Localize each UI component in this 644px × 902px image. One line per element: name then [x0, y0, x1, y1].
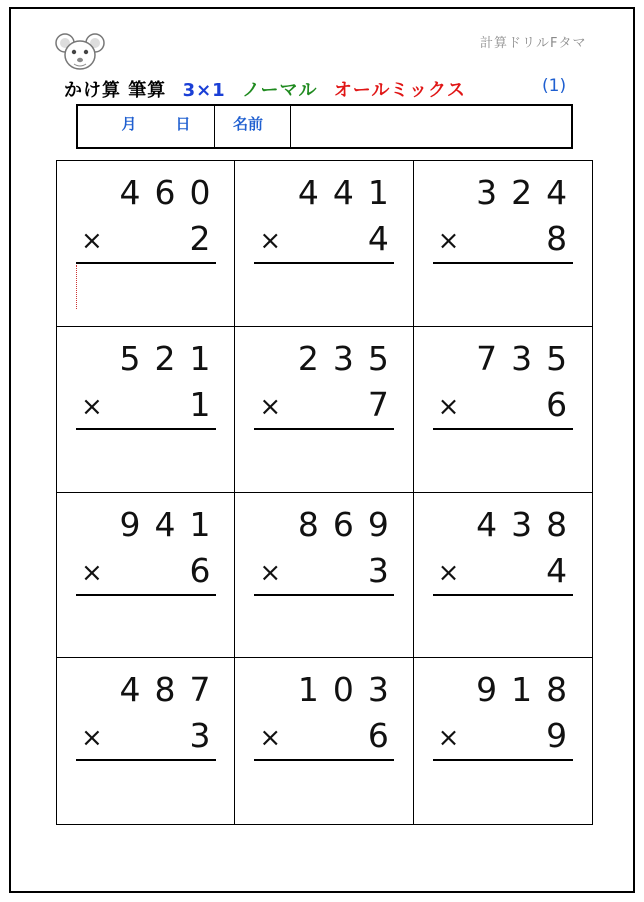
- problem-cell[interactable]: [414, 161, 592, 327]
- multiplicand-digit: 9: [119, 504, 141, 544]
- multiplicand-digit: 1: [511, 670, 533, 710]
- multiplier-digit: 2: [189, 219, 211, 258]
- multiplicand-digit: 2: [154, 338, 176, 378]
- multiply-sign: ×: [259, 391, 282, 422]
- answer-line: [76, 594, 216, 596]
- answer-line: [254, 262, 394, 264]
- answer-line: [433, 594, 573, 596]
- multiplicand: [235, 670, 412, 710]
- answer-line: [76, 428, 216, 430]
- multiplicand-digit: 7: [476, 338, 498, 378]
- multiplicand: [235, 173, 412, 213]
- multiplicand: [57, 173, 234, 213]
- multiplicand-digit: 4: [476, 504, 498, 544]
- multiplicand: [57, 505, 234, 545]
- multiply-sign: ×: [81, 557, 103, 588]
- multiplicand-digit: 6: [332, 504, 354, 544]
- multiplicand: [414, 339, 592, 379]
- multiplicand-digit: 5: [119, 338, 141, 378]
- problem-cell[interactable]: [235, 493, 413, 659]
- title-part-operation: かけ算 筆算: [64, 80, 167, 101]
- multiplicand-digit: 4: [154, 504, 176, 544]
- multiplicand-digit: 4: [297, 173, 319, 212]
- answer-line: [433, 428, 573, 430]
- multiplicand-digit: 3: [511, 504, 533, 544]
- multiplicand-digit: 5: [546, 338, 568, 378]
- multiply-sign: ×: [81, 226, 103, 256]
- multiplicand: [235, 505, 412, 545]
- multiplier-digit: 6: [189, 550, 211, 590]
- multiplier-digit: 3: [367, 550, 389, 590]
- multiplicand-digit: 3: [332, 338, 354, 378]
- name-field[interactable]: [291, 106, 571, 147]
- multiplicand: [57, 670, 234, 710]
- multiplicand-digit: 0: [332, 670, 354, 710]
- multiply-sign: ×: [259, 557, 282, 588]
- multiply-sign: ×: [259, 226, 282, 256]
- problem-cell[interactable]: [414, 658, 592, 824]
- problem-cell[interactable]: [57, 493, 235, 659]
- multiplicand-digit: 3: [511, 338, 533, 378]
- multiplicand-digit: 1: [297, 670, 319, 710]
- multiplier-digit: 4: [367, 219, 389, 258]
- multiplicand-digit: 4: [119, 670, 141, 710]
- multiplicand-digit: 4: [546, 173, 568, 212]
- problem-cell[interactable]: [235, 161, 413, 327]
- answer-line: [433, 759, 573, 761]
- answer-line: [254, 759, 394, 761]
- worksheet-title: [64, 76, 475, 102]
- multiplier-digit: 9: [546, 716, 568, 756]
- multiplicand-digit: 2: [511, 173, 533, 212]
- multiplicand-digit: 3: [476, 173, 498, 212]
- multiplicand-digit: 6: [154, 173, 176, 212]
- brand-label: 計算ドリルFタマ: [480, 36, 587, 51]
- problem-cell[interactable]: [235, 327, 413, 493]
- title-part-mix: オールミックス: [333, 80, 466, 101]
- name-date-table: [76, 104, 573, 149]
- problem-cell[interactable]: [57, 658, 235, 824]
- multiplicand: [414, 173, 592, 213]
- multiplier-digit: 7: [367, 384, 389, 424]
- mouse-logo-icon: [54, 30, 106, 72]
- title-part-level: ノーマル: [241, 80, 318, 101]
- multiply-sign: ×: [81, 723, 103, 754]
- day-label: 日: [175, 115, 191, 133]
- multiplier-digit: 6: [546, 384, 568, 424]
- multiplicand-digit: 7: [189, 670, 211, 710]
- multiplicand-digit: 5: [367, 338, 389, 378]
- multiplicand-digit: 0: [189, 173, 211, 212]
- multiply-sign: ×: [437, 391, 460, 422]
- multiplicand-digit: 4: [332, 173, 354, 212]
- multiplier-digit: 6: [367, 716, 389, 756]
- answer-line: [254, 594, 394, 596]
- sheet-number: (1): [542, 76, 567, 96]
- multiplicand-digit: 1: [189, 504, 211, 544]
- answer-line: [433, 262, 573, 264]
- worksheet-page: [9, 7, 635, 893]
- answer-line: [76, 759, 216, 761]
- multiplicand-digit: 2: [297, 338, 319, 378]
- problem-grid: [56, 160, 593, 825]
- multiplicand: [414, 670, 592, 710]
- multiplicand: [57, 339, 234, 379]
- multiplier-digit: 3: [189, 716, 211, 756]
- multiplicand-digit: 8: [297, 504, 319, 544]
- multiplicand: [414, 505, 592, 545]
- multiply-sign: ×: [437, 557, 460, 588]
- multiplicand-digit: 8: [546, 504, 568, 544]
- multiplicand-digit: 8: [546, 670, 568, 710]
- multiplicand-digit: 3: [367, 670, 389, 710]
- multiplicand-digit: 9: [367, 504, 389, 544]
- problem-cell[interactable]: [57, 161, 235, 327]
- answer-line: [76, 262, 216, 264]
- multiplier-digit: 4: [546, 550, 568, 590]
- multiplicand-digit: 8: [154, 670, 176, 710]
- problem-cell[interactable]: [57, 327, 235, 493]
- multiplier-digit: 1: [189, 384, 211, 424]
- multiplicand-digit: 9: [476, 670, 498, 710]
- multiply-sign: ×: [259, 723, 282, 754]
- name-label: 名前: [215, 106, 291, 147]
- multiplier-digit: 8: [546, 219, 568, 258]
- multiplicand-digit: 4: [119, 173, 141, 212]
- multiplicand-digit: 1: [189, 338, 211, 378]
- month-label: 月: [121, 115, 137, 133]
- answer-line: [254, 428, 394, 430]
- date-field[interactable]: [78, 106, 215, 147]
- multiply-sign: ×: [81, 391, 103, 422]
- problem-cell[interactable]: [414, 493, 592, 659]
- text-cursor: [76, 265, 77, 309]
- title-part-digits: 3×1: [182, 80, 226, 101]
- multiply-sign: ×: [437, 723, 460, 754]
- multiplicand: [235, 339, 412, 379]
- problem-cell[interactable]: [414, 327, 592, 493]
- problem-cell[interactable]: [235, 658, 413, 824]
- multiply-sign: ×: [437, 226, 460, 256]
- multiplicand-digit: 1: [367, 173, 389, 212]
